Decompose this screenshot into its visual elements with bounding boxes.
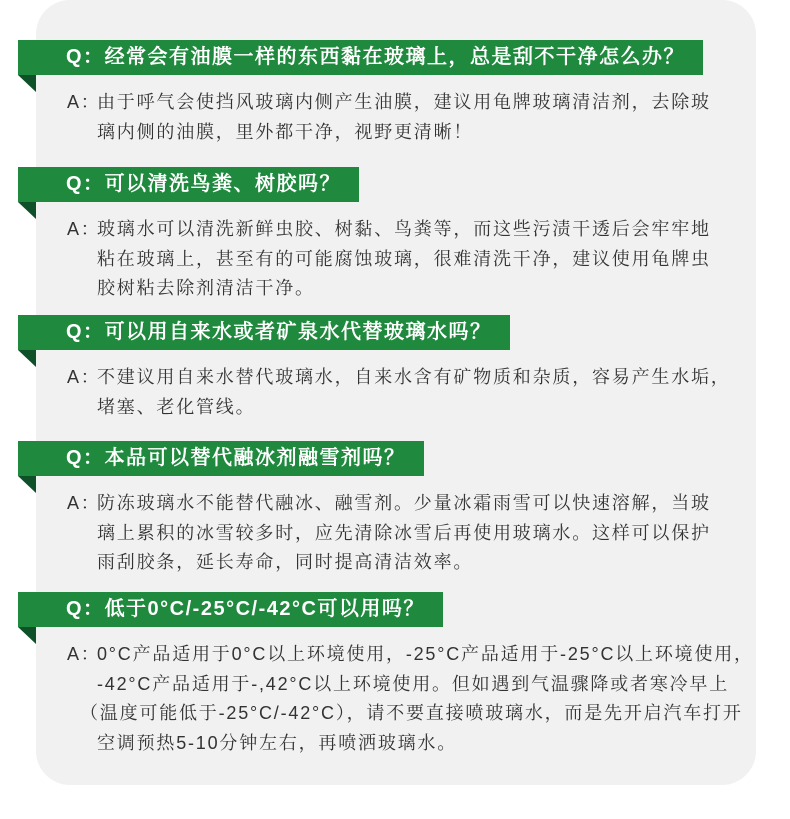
faq-item	[0, 40, 790, 147]
answer-line: 防冻玻璃水不能替代融冰、融雪剂。少量冰霜雨雪可以快速溶解，当玻	[97, 493, 711, 513]
answer-block	[67, 363, 790, 422]
question-label: Q：	[66, 46, 105, 68]
answer-label: A：	[67, 92, 101, 112]
answer-label: A：	[67, 367, 101, 387]
faq-item	[0, 315, 790, 422]
answer-label: A：	[67, 493, 101, 513]
question-banner	[18, 441, 424, 476]
faq-item	[0, 592, 790, 758]
question-banner	[18, 592, 443, 627]
answer-line: 璃内侧的油膜，里外都干净，视野更清晰！	[97, 121, 474, 142]
answer-block	[67, 489, 790, 578]
answer-block	[67, 88, 790, 147]
answer-line: 由于呼气会使挡风玻璃内侧产生油膜，建议用龟牌玻璃清洁剂，去除玻	[97, 92, 711, 112]
question-label: Q：	[66, 447, 105, 469]
ribbon-fold	[18, 627, 36, 644]
answer-block	[67, 215, 790, 304]
question-text: 经常会有油膜一样的东西黏在玻璃上，总是刮不干净怎么办？	[104, 46, 686, 68]
question-text: 可以用自来水或者矿泉水代替玻璃水吗？	[104, 321, 492, 343]
question-text: 本品可以替代融冰剂融雪剂吗？	[104, 447, 406, 469]
answer-line: 粘在玻璃上，甚至有的可能腐蚀玻璃，很难清洗干净，建议使用龟牌虫	[97, 248, 711, 269]
question-label: Q：	[66, 173, 105, 195]
question-banner	[18, 315, 510, 350]
answer-line: 玻璃水可以清洗新鲜虫胶、树黏、鸟粪等，而这些污渍干透后会牢牢地	[97, 219, 711, 239]
answer-line: 堵塞、老化管线。	[97, 396, 256, 417]
question-label: Q：	[66, 321, 105, 343]
answer-line: 胶树粘去除剂清洁干净。	[97, 278, 315, 298]
question-text: 低于0°C/-25°C/-42°C可以用吗？	[104, 598, 425, 620]
answer-line: -42°C产品适用于-,42°C以上环境使用。但如遇到气温骤降或者寒冷早上	[97, 673, 730, 694]
answer-label: A：	[67, 644, 101, 664]
question-banner	[18, 40, 703, 75]
answer-line: 0°C产品适用于0°C以上环境使用，-25°C产品适用于-25°C以上环境使用，	[97, 644, 754, 664]
answer-block	[67, 640, 790, 758]
faq-item	[0, 167, 790, 304]
ribbon-fold	[18, 476, 36, 493]
answer-line: 雨刮胶条，延长寿命，同时提高清洁效率。	[97, 552, 474, 572]
ribbon-fold	[18, 350, 36, 367]
answer-line: 璃上累积的冰雪较多时，应先清除冰雪后再使用玻璃水。这样可以保护	[97, 522, 711, 543]
ribbon-fold	[18, 75, 36, 92]
ribbon-fold	[18, 202, 36, 219]
answer-line: 不建议用自来水替代玻璃水，自来水含有矿物质和杂质，容易产生水垢，	[97, 367, 731, 387]
answer-label: A：	[67, 219, 101, 239]
question-banner	[18, 167, 359, 202]
question-text: 可以清洗鸟粪、树胶吗？	[104, 173, 342, 195]
faq-item	[0, 441, 790, 578]
answer-line: （温度可能低于-25°C/-42°C），请不要直接喷玻璃水，而是先开启汽车打开	[80, 703, 743, 723]
question-label: Q：	[66, 598, 105, 620]
answer-line: 空调预热5-10分钟左右，再喷洒玻璃水。	[97, 732, 458, 753]
